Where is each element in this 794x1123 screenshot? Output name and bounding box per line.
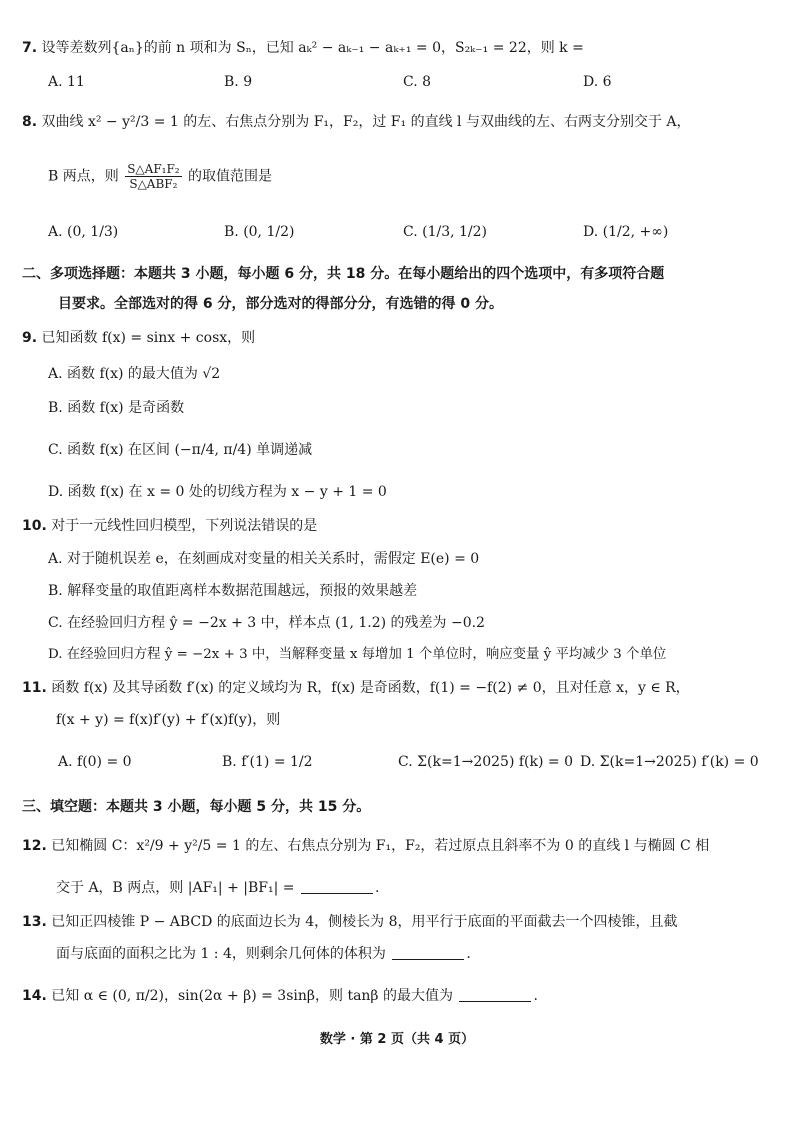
option-c: C. Σ(k=1→2025) f(k) = 0: [398, 754, 573, 770]
option-a: A. f(0) = 0: [58, 754, 132, 770]
option-c: C. 函数 f(x) 在区间 (−π/4, π/4) 单调递减: [48, 442, 313, 458]
question-stem: 设等差数列{aₙ}的前 n 项和为 Sₙ，已知 aₖ² − aₖ₋₁ − aₖ₊₁ = 0，S₂ₖ₋₁ = 22，则 k =: [41, 40, 584, 56]
question-number: 9.: [22, 330, 38, 346]
question-13-line1: [22, 912, 768, 932]
question-number: 12.: [22, 838, 47, 854]
question-stem: 对于一元线性回归模型，下列说法错误的是: [51, 518, 318, 534]
option-d: D. 在经验回归方程 ŷ = −2x + 3 中，当解释变量 x 每增加 1 个单位时，响应变量 ŷ 平均减少 3 个单位: [48, 647, 667, 662]
question-13-line2: 面与底面的面积之比为 1 : 4，则剩余几何体的体积为 .: [56, 946, 471, 962]
section-2-header: 二、多项选择题：本题共 3 小题，每小题 6 分，共 18 分。在每小题给出的四个选项中，有多项符合题: [22, 266, 665, 282]
question-7: [22, 38, 768, 58]
question-stem: 双曲线 x² − y²/3 = 1 的左、右焦点分别为 F₁，F₂，过 F₁ 的直线 l 与双曲线的左、右两支分别交于 A，: [41, 114, 691, 130]
question-stem: 交于 A，B 两点，则 |AF₁| + |BF₁| =: [56, 880, 295, 896]
fraction-numerator: S△AF₁F₂: [127, 162, 180, 176]
option-b: B. (0, 1/2): [224, 224, 295, 240]
page-footer: 数学 · 第 2 页（共 4 页）: [319, 1032, 475, 1047]
question-12-line2: 交于 A，B 两点，则 |AF₁| + |BF₁| = .: [56, 880, 380, 896]
option-d: D. 函数 f(x) 在 x = 0 处的切线方程为 x − y + 1 = 0: [48, 484, 387, 500]
area-ratio-fraction: [125, 162, 181, 191]
question-11-line2: f(x + y) = f(x)f′(y) + f′(x)f(y)，则: [56, 712, 281, 728]
option-a: A. 对于随机误差 e，在刻画成对变量的相关关系时，需假定 E(e) = 0: [48, 551, 480, 567]
question-8-line2: [48, 162, 768, 191]
question-stem: 函数 f(x) 及其导函数 f′(x) 的定义域均为 R，f(x) 是奇函数，f(1) = −f(2) ≠ 0，且对任意 x，y ∈ R，: [51, 680, 690, 696]
question-stem: 已知正四棱锥 P − ABCD 的底面边长为 4，侧棱长为 8，用平行于底面的平面截去一个四棱锥，且截: [51, 914, 678, 930]
section-3-header: 三、填空题：本题共 3 小题，每小题 5 分，共 15 分。: [22, 799, 371, 815]
question-number: 8.: [22, 114, 38, 130]
question-number: 13.: [22, 914, 47, 930]
fraction-denominator: S△ABF₂: [129, 177, 178, 191]
question-number: 10.: [22, 518, 47, 534]
option-c: C. (1/3, 1/2): [403, 224, 487, 240]
option-c: C. 8: [403, 74, 432, 90]
option-b: B. 9: [224, 74, 253, 90]
answer-blank[interactable]: [459, 987, 531, 1002]
question-stem: 已知椭圆 C：x²/9 + y²/5 = 1 的左、右焦点分别为 F₁，F₂，若过原点且斜率不为 0 的直线 l 与椭圆 C 相: [51, 838, 710, 854]
option-b: B. f′(1) = 1/2: [222, 754, 313, 770]
option-a: A. 11: [48, 74, 85, 90]
question-12-line1: [22, 836, 768, 856]
option-a: A. 函数 f(x) 的最大值为 √2: [48, 366, 221, 382]
question-number: 7.: [22, 40, 38, 56]
option-a: A. (0, 1/3): [48, 224, 119, 240]
stem-text: B 两点，则: [48, 168, 119, 185]
question-number: 11.: [22, 680, 47, 696]
question-14: 14. 已知 α ∈ (0, π/2)，sin(2α + β) = 3sinβ，则 tanβ 的最大值为 .: [22, 988, 538, 1004]
question-11-line1: [22, 678, 768, 698]
option-d: D. 6: [583, 74, 612, 90]
section-2-header-cont: 目要求。全部选对的得 6 分，部分选对的得部分分，有选错的得 0 分。: [58, 296, 503, 312]
option-d: D. Σ(k=1→2025) f′(k) = 0: [580, 754, 759, 770]
option-c: C. 在经验回归方程 ŷ = −2x + 3 中，样本点 (1, 1.2) 的残差为 −0.2: [48, 615, 485, 631]
answer-blank[interactable]: [392, 945, 464, 960]
question-stem: 面与底面的面积之比为 1 : 4，则剩余几何体的体积为: [56, 946, 386, 962]
option-d: D. (1/2, +∞): [583, 224, 669, 240]
question-stem: 已知 α ∈ (0, π/2)，sin(2α + β) = 3sinβ，则 tanβ 的最大值为: [51, 988, 453, 1004]
stem-text: 的取值范围是: [188, 168, 273, 185]
question-number: 14.: [22, 988, 47, 1004]
question-stem: 已知函数 f(x) = sinx + cosx，则: [41, 330, 256, 346]
question-9: [22, 328, 768, 348]
question-10: [22, 516, 768, 536]
option-b: B. 函数 f(x) 是奇函数: [48, 400, 185, 416]
option-b: B. 解释变量的取值距离样本数据范围越远，预报的效果越差: [48, 583, 418, 599]
answer-blank[interactable]: [301, 879, 373, 894]
question-8-line1: [22, 112, 768, 132]
